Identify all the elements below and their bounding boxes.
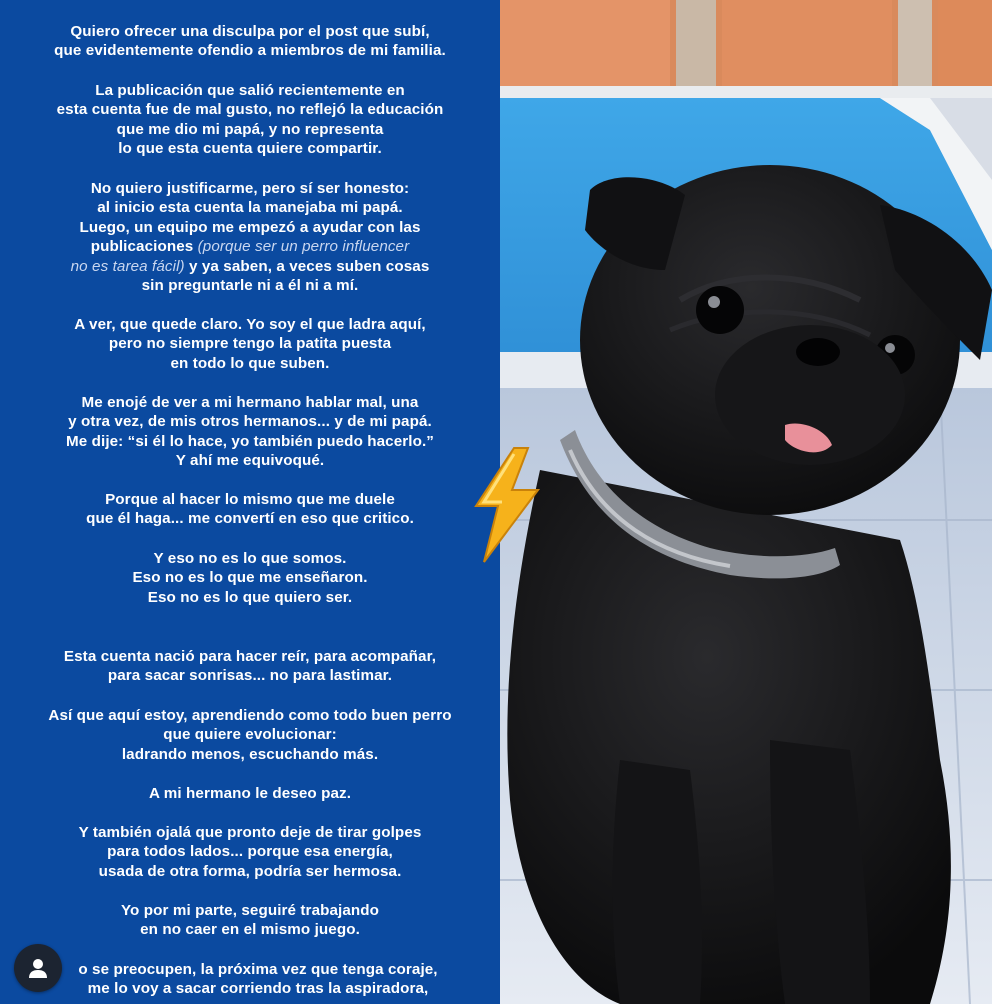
text-line: Eso no es lo que quiero ser. (147, 588, 353, 606)
text-normal: y ya saben, a veces suben cosas (184, 257, 430, 275)
paragraph-13 (8, 960, 508, 999)
text-line: que evidentemente ofendio a miembros de mi familia. (54, 42, 446, 60)
text-line: o se preocupen, la próxima vez que tenga coraje, (78, 961, 438, 978)
text-soft: no es tarea fácil) (70, 257, 185, 275)
paragraph-2 (0, 81, 500, 159)
pug-body (507, 470, 951, 1004)
text-line: lo que esta cuenta quiere compartir. (118, 140, 382, 158)
text-line: La publicación que salió recientemente en (95, 82, 405, 99)
lightning-icon (458, 446, 542, 564)
text-line: Porque al hacer lo mismo que me duele (105, 491, 395, 508)
pug-illustration (500, 0, 992, 1004)
text-line: Luego, un equipo me empezó a ayudar con las (79, 218, 421, 236)
text-line: No quiero justificarme, pero sí ser honesto: (90, 180, 410, 197)
paragraph-12 (0, 901, 500, 940)
text-line: Esta cuenta nació para hacer reír, para acompañar, (63, 648, 437, 665)
text-line: usada de otra forma, podría ser hermosa. (98, 862, 402, 880)
text-line: Así que aquí estoy, aprendiendo como todo buen perro (48, 707, 452, 724)
text-line: me lo voy a sacar corriendo tras la aspiradora, (87, 980, 429, 998)
dog-photo (500, 0, 992, 1004)
paragraph-8 (0, 647, 500, 686)
text-line: Me dije: “si él lo hace, yo también puedo hacerlo.” (66, 432, 434, 450)
text-line-mixed (0, 257, 500, 276)
paragraph-4 (0, 315, 500, 373)
text-line: Quiero ofrecer una disculpa por el post que subí, (70, 23, 430, 40)
paragraph-5 (0, 393, 500, 471)
text-line: Y ahí me equivoqué. (175, 452, 325, 470)
text-normal: publicaciones (90, 238, 198, 256)
text-line: que quiere evolucionar: (163, 726, 337, 744)
paragraph-1 (0, 22, 500, 61)
text-line: sin preguntarle ni a él ni a mí. (141, 277, 359, 295)
text-line: que él haga... me convertí en eso que critico. (86, 510, 414, 528)
text-line: en todo lo que suben. (170, 354, 330, 372)
text-line: para todos lados... porque esa energía, (107, 843, 393, 861)
text-line: ladrando menos, escuchando más. (121, 745, 379, 763)
text-line-mixed (0, 237, 500, 256)
text-line: al inicio esta cuenta la manejaba mi papá. (97, 199, 403, 217)
paragraph-9 (0, 706, 500, 764)
text-line: Yo por mi parte, seguiré trabajando (120, 902, 380, 919)
paragraph-3 (0, 179, 500, 295)
text-line: y otra vez, de mis otros hermanos... y de mi papá. (68, 413, 432, 431)
text-line: pero no siempre tengo la patita puesta (108, 335, 392, 353)
text-line: Eso no es lo que me enseñaron. (132, 569, 368, 587)
paragraph-7 (0, 549, 500, 607)
text-line: Y eso no es lo que somos. (153, 550, 347, 567)
text-line: A ver, que quede claro. Yo soy el que ladra aquí, (74, 316, 426, 333)
text-line: que me dio mi papá, y no representa (116, 120, 384, 138)
user-icon (27, 957, 49, 979)
avatar-button[interactable] (14, 944, 62, 992)
paragraph-6 (0, 490, 500, 529)
text-soft: (porque ser un perro influencer (197, 238, 410, 256)
text-line: esta cuenta fue de mal gusto, no reflejó la educación (56, 101, 444, 119)
text-line: para sacar sonrisas... no para lastimar. (107, 667, 393, 685)
text-line: Me enojé de ver a mi hermano hablar mal, una (81, 394, 419, 411)
text-line: A mi hermano le deseo paz. (148, 785, 352, 802)
text-line: en no caer en el mismo juego. (140, 921, 360, 939)
text-line: Y también ojalá que pronto deje de tirar golpes (78, 824, 422, 841)
paragraph-11 (0, 823, 500, 881)
paragraph-10 (0, 784, 500, 803)
